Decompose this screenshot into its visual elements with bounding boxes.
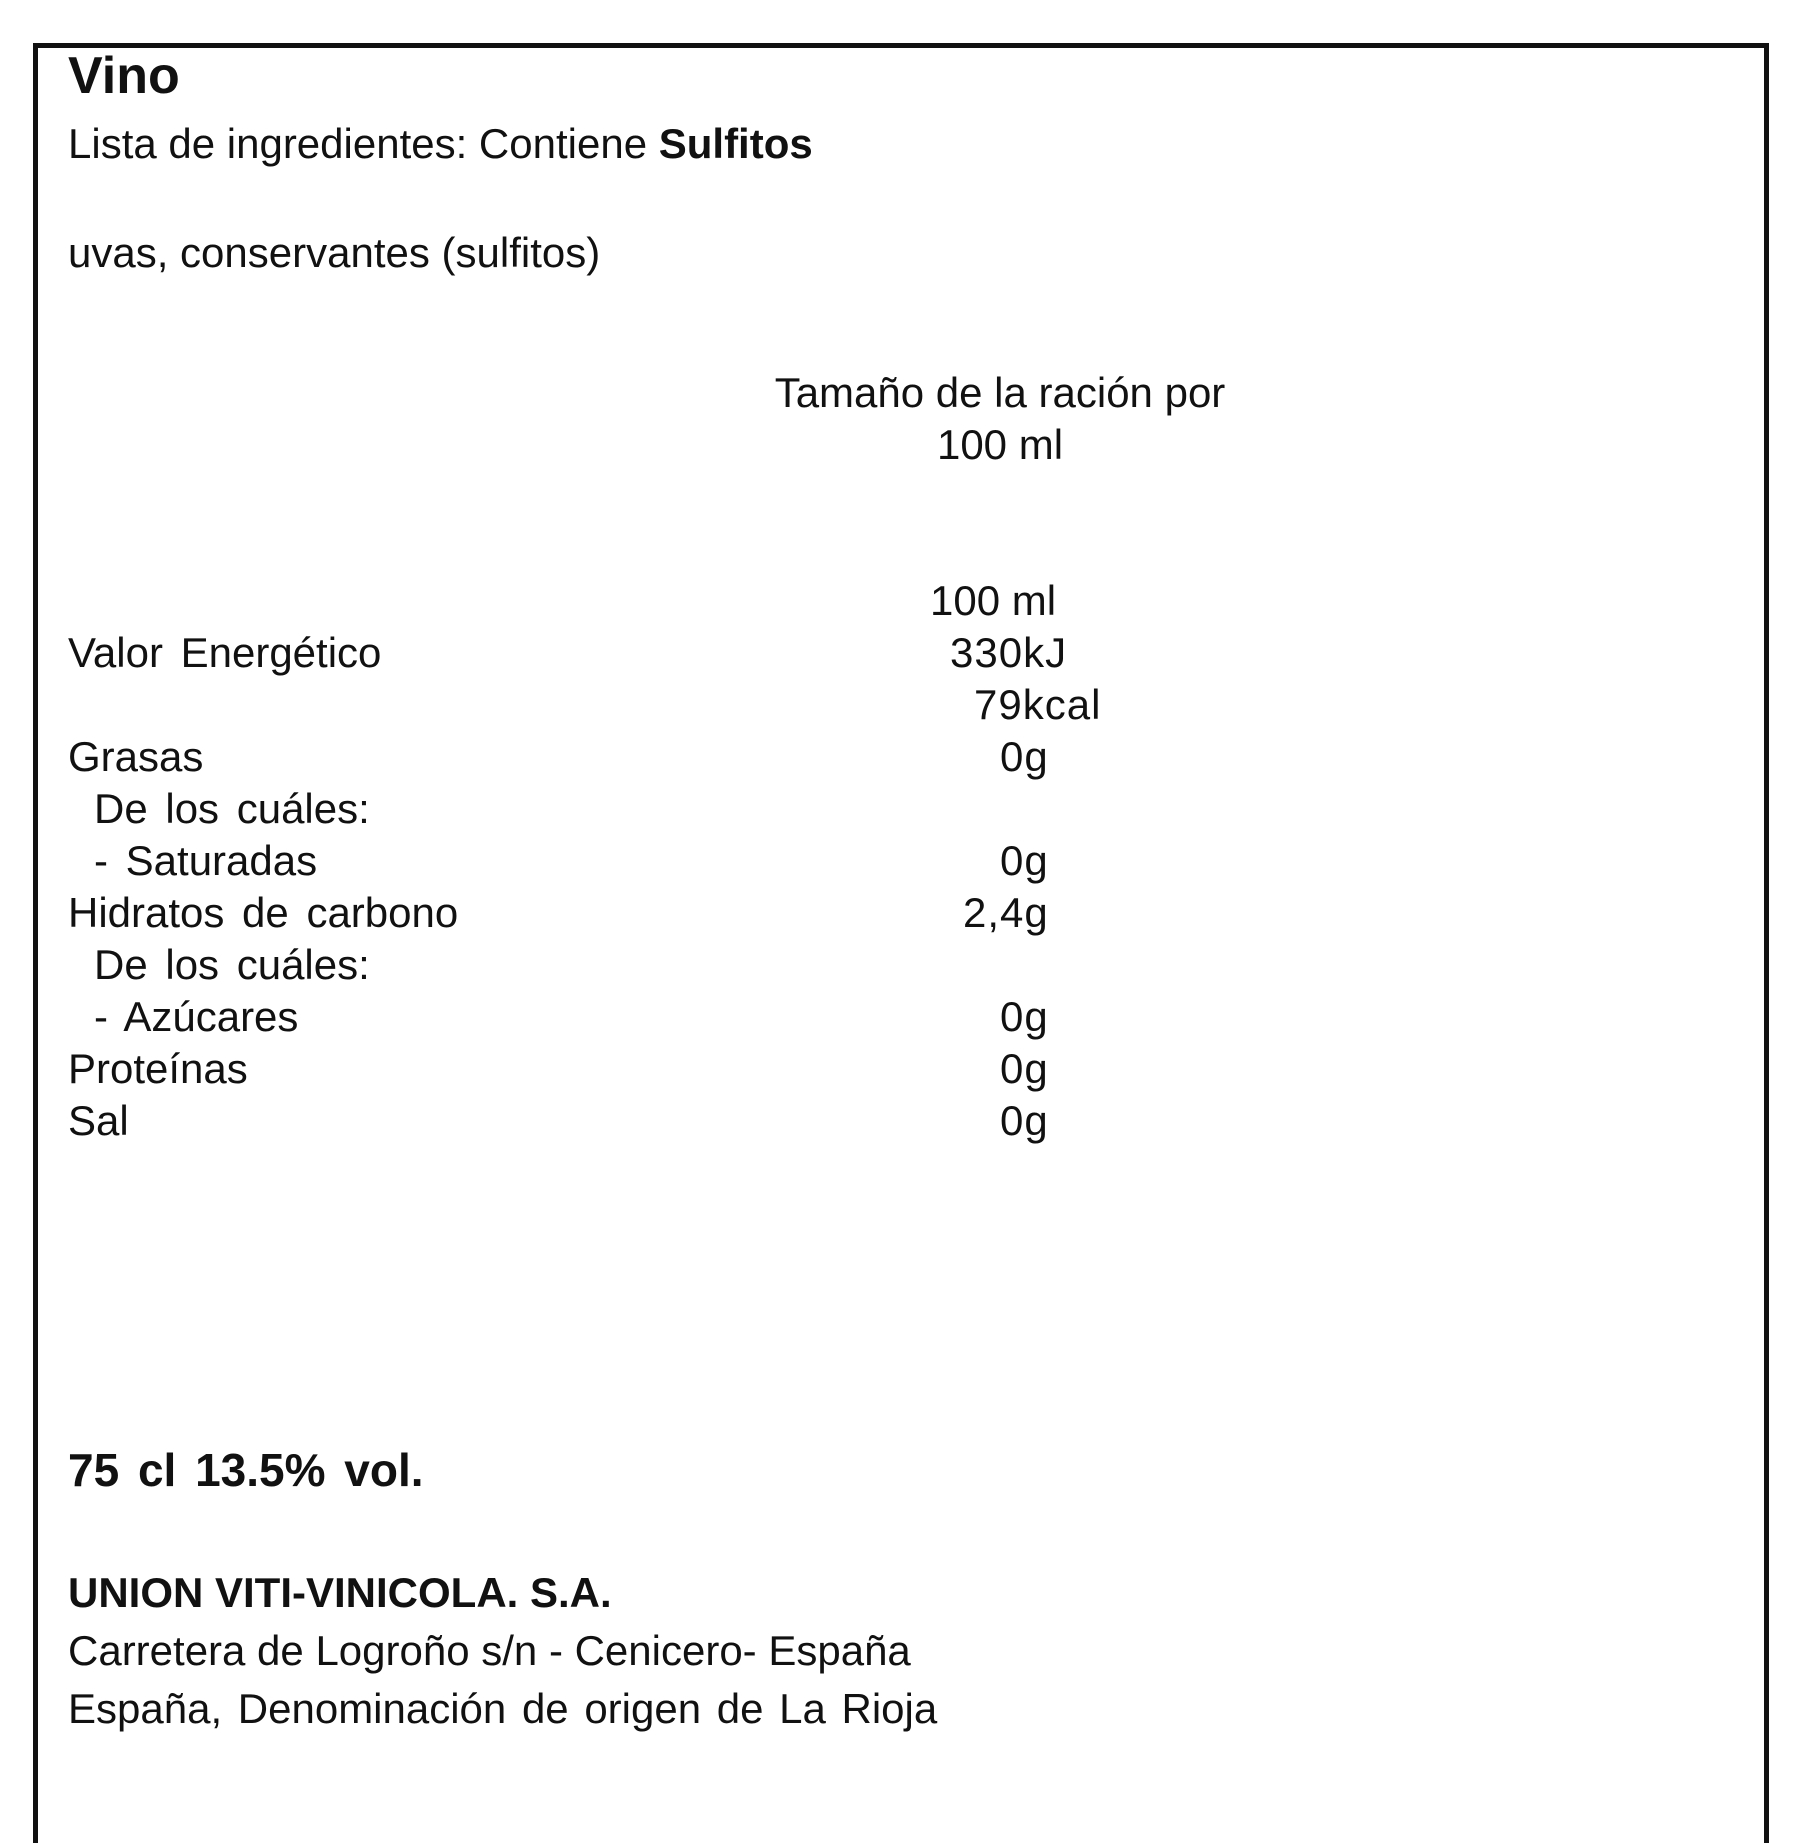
nutrient-value-energy-kcal: 79kcal (974, 681, 1102, 728)
nutrient-value-protein: 0g (1000, 1045, 1049, 1092)
nutrient-sublabel-of-which: De los cuáles: (94, 941, 370, 988)
nutrient-label-protein: Proteínas (68, 1045, 248, 1092)
nutrient-value-energy-kj: 330kJ (950, 629, 1068, 676)
nutrient-value-carbohydrates: 2,4g (963, 889, 1049, 936)
serving-size-line1: Tamaño de la ración por (774, 369, 1226, 416)
nutrient-label-fat: Grasas (68, 733, 204, 780)
nutrient-value-saturated: 0g (1000, 837, 1049, 884)
nutrient-label-energy: Valor Energético (68, 629, 382, 676)
volume-alcohol: 75 cl 13.5% vol. (68, 1444, 424, 1496)
nutrition-column-header: 100 ml (930, 577, 1057, 624)
serving-size-line2: 100 ml (936, 421, 1064, 468)
nutrient-sublabel-of-which: De los cuáles: (94, 785, 370, 832)
nutrient-label-saturated: - Saturadas (94, 837, 318, 884)
allergen-sulfitos: Sulfitos (658, 120, 813, 167)
ingredients-heading (68, 120, 813, 167)
nutrient-label-carbohydrates: Hidratos de carbono (68, 889, 459, 936)
nutrient-value-fat: 0g (1000, 733, 1049, 780)
ingredients-prefix: Lista de ingredientes: Contiene (68, 120, 659, 167)
nutrient-value-salt: 0g (1000, 1097, 1049, 1144)
nutrient-label-sugars: - Azúcares (94, 993, 299, 1040)
company-name: UNION VITI-VINICOLA. S.A. (68, 1569, 612, 1616)
company-address: Carretera de Logroño s/n - Cenicero- España (68, 1627, 911, 1674)
ingredients-list: uvas, conservantes (sulfitos) (68, 229, 601, 276)
product-title: Vino (68, 47, 180, 105)
nutrient-label-salt: Sal (68, 1097, 129, 1144)
nutrient-value-sugars: 0g (1000, 993, 1049, 1040)
designation-of-origin: España, Denominación de origen de La Rioja (68, 1685, 938, 1732)
